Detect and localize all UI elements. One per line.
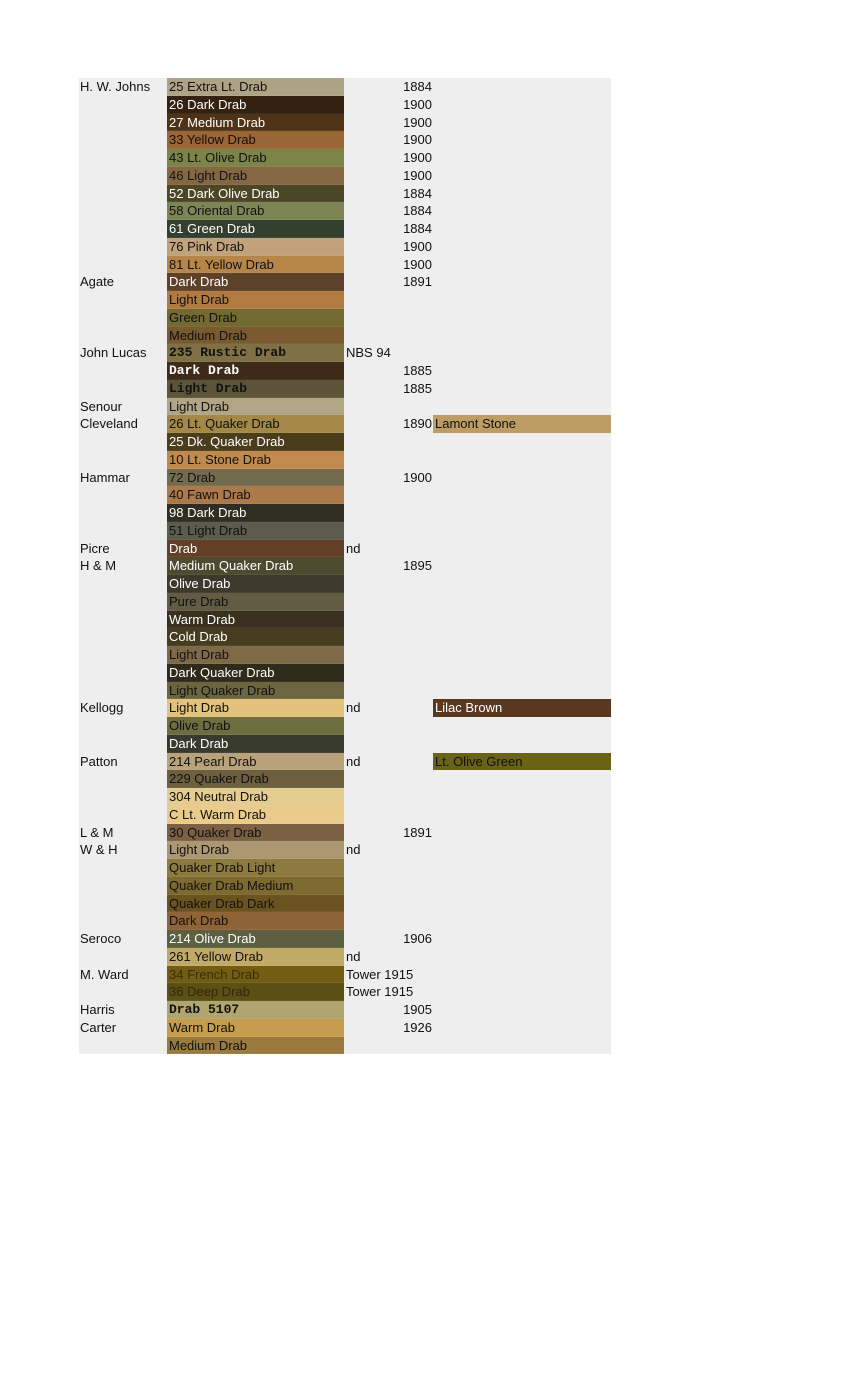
color-swatch: 214 Pearl Drab <box>167 753 344 771</box>
table-row <box>79 930 611 948</box>
table-row <box>79 344 611 362</box>
source-note: nd <box>346 700 361 716</box>
color-swatch: Quaker Drab Dark <box>167 895 344 913</box>
manufacturer-label: M. Ward <box>80 966 129 982</box>
color-swatch: 33 Yellow Drab <box>167 131 344 149</box>
year-value: 1926 <box>403 1019 432 1035</box>
color-swatch: 25 Extra Lt. Drab <box>167 78 344 96</box>
color-chart-table <box>79 78 611 1054</box>
related-color-swatch: Lilac Brown <box>433 699 611 717</box>
color-swatch: 46 Light Drab <box>167 167 344 185</box>
color-swatch: 26 Dark Drab <box>167 96 344 114</box>
color-swatch: Olive Drab <box>167 717 344 735</box>
year-value: 1890 <box>403 416 432 432</box>
source-note: Tower 1915 <box>346 984 414 1000</box>
year-value: 1884 <box>403 185 432 201</box>
manufacturer-label: H & M <box>80 558 117 574</box>
table-row <box>79 273 611 291</box>
table-row <box>79 451 611 469</box>
year-value: 1884 <box>403 203 432 219</box>
year-value: 1891 <box>403 824 432 840</box>
color-swatch: Light Drab <box>167 646 344 664</box>
color-swatch: Light Drab <box>167 291 344 309</box>
color-swatch: C Lt. Warm Drab <box>167 806 344 824</box>
table-row <box>79 398 611 416</box>
manufacturer-label: Picre <box>80 540 110 556</box>
manufacturer-label: Senour <box>80 398 122 414</box>
table-row <box>79 78 611 96</box>
table-row <box>79 1019 611 1037</box>
manufacturer-label: Patton <box>80 753 118 769</box>
manufacturer-label: Harris <box>80 1002 115 1017</box>
manufacturer-label: Hammar <box>80 469 130 485</box>
color-swatch: 304 Neutral Drab <box>167 788 344 806</box>
color-swatch: Light Drab <box>167 380 344 398</box>
table-row <box>79 557 611 575</box>
color-swatch: 52 Dark Olive Drab <box>167 185 344 203</box>
color-swatch: 72 Drab <box>167 469 344 487</box>
source-note: nd <box>346 948 361 964</box>
color-swatch: Drab 5107 <box>167 1001 344 1019</box>
color-swatch: Light Quaker Drab <box>167 682 344 700</box>
manufacturer-label: Carter <box>80 1019 117 1035</box>
color-swatch: 43 Lt. Olive Drab <box>167 149 344 167</box>
table-row <box>79 966 611 984</box>
color-swatch: 76 Pink Drab <box>167 238 344 256</box>
table-row <box>79 291 611 309</box>
table-row <box>79 149 611 167</box>
table-row <box>79 877 611 895</box>
color-swatch: 58 Oriental Drab <box>167 202 344 220</box>
table-row <box>79 664 611 682</box>
table-row <box>79 522 611 540</box>
table-row <box>79 912 611 930</box>
color-swatch: 40 Fawn Drab <box>167 486 344 504</box>
table-row <box>79 540 611 558</box>
year-value: 1884 <box>403 221 432 236</box>
manufacturer-label: Seroco <box>80 931 122 946</box>
year-value: 1885 <box>403 363 432 378</box>
year-value: 1885 <box>403 380 432 396</box>
table-row <box>79 486 611 504</box>
table-row <box>79 114 611 132</box>
table-row <box>79 220 611 238</box>
year-value: 1900 <box>403 469 432 485</box>
color-swatch: Dark Drab <box>167 273 344 291</box>
color-swatch: 34 French Drab <box>167 966 344 984</box>
color-swatch: Dark Drab <box>167 362 344 380</box>
color-swatch: Green Drab <box>167 309 344 327</box>
color-swatch: 261 Yellow Drab <box>167 948 344 966</box>
table-row <box>79 948 611 966</box>
related-color-swatch: Lt. Olive Green <box>433 753 611 771</box>
table-row <box>79 753 611 771</box>
year-value: 1900 <box>403 96 432 112</box>
table-row <box>79 238 611 256</box>
table-row <box>79 131 611 149</box>
color-swatch: Light Drab <box>167 841 344 859</box>
table-row <box>79 256 611 274</box>
year-value: 1900 <box>403 132 432 148</box>
table-row <box>79 895 611 913</box>
table-row <box>79 806 611 824</box>
color-swatch: Dark Drab <box>167 735 344 753</box>
color-swatch: Olive Drab <box>167 575 344 593</box>
table-row <box>79 202 611 220</box>
year-value: 1900 <box>403 256 432 272</box>
color-swatch: Dark Drab <box>167 912 344 930</box>
year-value: 1895 <box>403 558 432 574</box>
table-row <box>79 628 611 646</box>
color-swatch: Light Drab <box>167 699 344 717</box>
table-row <box>79 611 611 629</box>
color-swatch: Drab <box>167 540 344 558</box>
table-row <box>79 788 611 806</box>
table-row <box>79 327 611 345</box>
color-swatch: 36 Deep Drab <box>167 983 344 1001</box>
color-swatch: Warm Drab <box>167 611 344 629</box>
source-note: Tower 1915 <box>346 966 414 982</box>
color-swatch: 214 Olive Drab <box>167 930 344 948</box>
table-row <box>79 859 611 877</box>
color-swatch: Medium Drab <box>167 327 344 345</box>
color-swatch: 235 Rustic Drab <box>167 344 344 362</box>
color-swatch: Dark Quaker Drab <box>167 664 344 682</box>
manufacturer-label: H. W. Johns <box>80 79 151 94</box>
color-swatch: 51 Light Drab <box>167 522 344 540</box>
table-row <box>79 770 611 788</box>
table-row <box>79 646 611 664</box>
table-row <box>79 167 611 185</box>
manufacturer-label: W & H <box>80 842 118 858</box>
table-row <box>79 415 611 433</box>
table-row <box>79 433 611 451</box>
table-row <box>79 380 611 398</box>
color-swatch: 30 Quaker Drab <box>167 824 344 842</box>
source-note: nd <box>346 540 361 556</box>
source-note: nd <box>346 842 361 858</box>
color-swatch: Light Drab <box>167 398 344 416</box>
year-value: 1900 <box>403 114 432 130</box>
table-row <box>79 717 611 735</box>
year-value: 1884 <box>403 79 432 94</box>
table-row <box>79 593 611 611</box>
table-row <box>79 185 611 203</box>
color-swatch: Cold Drab <box>167 628 344 646</box>
color-swatch: Quaker Drab Light <box>167 859 344 877</box>
color-swatch: Medium Quaker Drab <box>167 557 344 575</box>
source-note: NBS 94 <box>346 345 391 361</box>
table-row <box>79 699 611 717</box>
color-swatch: 229 Quaker Drab <box>167 770 344 788</box>
manufacturer-label: Cleveland <box>80 416 138 432</box>
table-row <box>79 735 611 753</box>
color-swatch: 81 Lt. Yellow Drab <box>167 256 344 274</box>
table-row <box>79 96 611 114</box>
manufacturer-label: Kellogg <box>80 700 124 716</box>
manufacturer-label: John Lucas <box>80 345 147 361</box>
table-row <box>79 469 611 487</box>
color-swatch: 25 Dk. Quaker Drab <box>167 433 344 451</box>
table-row <box>79 1001 611 1019</box>
table-row <box>79 983 611 1001</box>
year-value: 1900 <box>403 167 432 183</box>
table-row <box>79 682 611 700</box>
table-row <box>79 309 611 327</box>
table-row <box>79 575 611 593</box>
table-row <box>79 841 611 859</box>
color-swatch: 61 Green Drab <box>167 220 344 238</box>
manufacturer-label: Agate <box>80 274 114 290</box>
year-value: 1905 <box>403 1002 432 1017</box>
table-row <box>79 362 611 380</box>
year-value: 1891 <box>403 274 432 290</box>
color-swatch: Medium Drab <box>167 1037 344 1055</box>
source-note: nd <box>346 753 361 769</box>
table-row <box>79 1037 611 1055</box>
table-row <box>79 824 611 842</box>
color-swatch: 10 Lt. Stone Drab <box>167 451 344 469</box>
year-value: 1900 <box>403 238 432 254</box>
year-value: 1906 <box>403 931 432 946</box>
color-swatch: 98 Dark Drab <box>167 504 344 522</box>
manufacturer-label: L & M <box>80 824 114 840</box>
color-swatch: Warm Drab <box>167 1019 344 1037</box>
related-color-swatch: Lamont Stone <box>433 415 611 433</box>
year-value: 1900 <box>403 150 432 165</box>
color-swatch: 26 Lt. Quaker Drab <box>167 415 344 433</box>
color-swatch: Quaker Drab Medium <box>167 877 344 895</box>
color-swatch: Pure Drab <box>167 593 344 611</box>
color-swatch: 27 Medium Drab <box>167 114 344 132</box>
table-row <box>79 504 611 522</box>
